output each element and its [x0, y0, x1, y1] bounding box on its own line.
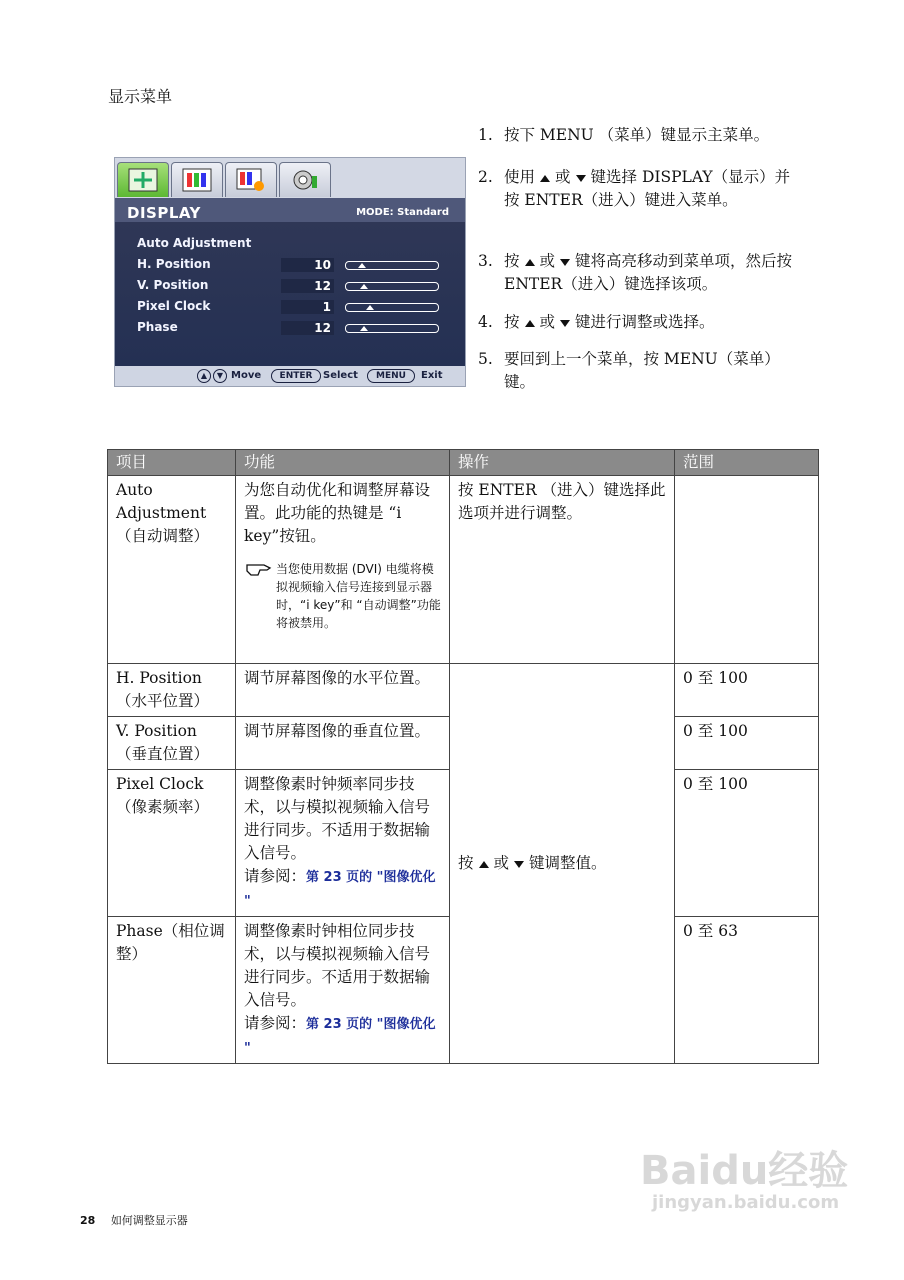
osd-footer-select: Select [323, 370, 358, 381]
cell-function [236, 917, 450, 1064]
osd-value-v-position: 12 [281, 279, 334, 293]
cross-reference-link[interactable]: 第 23 页的 "图像优化 " [244, 870, 436, 909]
settings-table [107, 449, 819, 1064]
step-number: 2. [478, 168, 493, 186]
step-text-post: 键选择 DISPLAY（显示）并按 ENTER（进入）键进入菜单。 [504, 168, 791, 209]
op-text-post: 键调整值。 [529, 854, 607, 872]
down-triangle-icon [560, 259, 570, 266]
osd-footer [115, 366, 465, 386]
osd-panel [115, 198, 465, 366]
table-header-operation: 操作 [450, 450, 675, 476]
osd-item-auto-adjustment[interactable]: Auto Adjustment [137, 236, 252, 250]
step-text-pre: 按 [504, 252, 520, 270]
osd-footer-exit: Exit [421, 370, 443, 381]
watermark-logo: Baidu经验 [640, 1148, 849, 1194]
note-text: 当您使用数据 (DVI) 电缆将模拟视频输入信号连接到显示器时，“i key”和 “自动调整”功能将被禁用。 [276, 562, 441, 630]
osd-menu [114, 157, 466, 387]
step-text: 要回到上一个菜单，按 MENU（菜单）键。 [504, 350, 780, 391]
step-text [504, 250, 804, 296]
watermark-url: jingyan.baidu.com [652, 1192, 840, 1213]
table-header-range: 范围 [675, 450, 819, 476]
page-number: 28 [80, 1214, 96, 1227]
cell-operation: 按 ENTER （进入）键选择此选项并进行调整。 [450, 476, 675, 664]
cell-item: V. Position（垂直位置） [108, 717, 236, 770]
enter-key-icon: ENTER [271, 369, 321, 383]
down-arrow-icon: ▼ [213, 369, 227, 383]
step-text-mid: 或 [555, 168, 571, 186]
osd-slider-h-position[interactable] [345, 261, 439, 270]
cell-function: 调节屏幕图像的水平位置。 [236, 664, 450, 717]
osd-value-phase: 12 [281, 321, 334, 335]
osd-tab-bar [115, 158, 465, 198]
function-text: 调整像素时钟频率同步技术，以与模拟视频输入信号进行同步。不适用于数据输入信号。 [244, 775, 431, 862]
baidu-watermark [640, 1150, 848, 1213]
up-triangle-icon [525, 320, 535, 327]
see-label: 请参阅： [244, 867, 307, 885]
up-triangle-icon [525, 259, 535, 266]
osd-slider-thumb[interactable] [366, 305, 374, 310]
osd-item-v-position[interactable]: V. Position [137, 278, 209, 292]
cell-item: Auto Adjustment（自动调整） [108, 476, 236, 664]
osd-item-h-position[interactable]: H. Position [137, 257, 211, 271]
osd-footer-move: Move [231, 370, 262, 381]
page-footer [80, 1212, 188, 1228]
osd-value-pixel-clock: 1 [281, 300, 334, 314]
table-header-item: 项目 [108, 450, 236, 476]
cell-function: 调节屏幕图像的垂直位置。 [236, 717, 450, 770]
step-text [504, 166, 804, 212]
table-row [108, 476, 819, 664]
cell-range: 0 至 100 [675, 770, 819, 917]
step-number: 5. [478, 350, 493, 368]
step-text-post: 键将高亮移动到菜单项，然后按 ENTER（进入）键选择该项。 [504, 252, 793, 293]
step-text-pre: 使用 [504, 168, 536, 186]
cell-function [236, 476, 450, 664]
table-header-function: 功能 [236, 450, 450, 476]
step-text: 按下 MENU （菜单）键显示主菜单。 [504, 126, 770, 144]
page-title: 显示菜单 [108, 87, 173, 106]
op-text-mid: 或 [493, 854, 510, 872]
step-text-mid: 或 [539, 313, 556, 331]
function-text: 调整像素时钟相位同步技术，以与模拟视频输入信号进行同步。不适用于数据输入信号。 [244, 922, 431, 1009]
step-text [504, 311, 804, 334]
osd-slider-pixel-clock[interactable] [345, 303, 439, 312]
osd-mode-label: MODE: Standard [356, 207, 449, 218]
cell-range: 0 至 100 [675, 664, 819, 717]
system-tab-icon[interactable] [279, 162, 331, 197]
osd-value-h-position: 10 [281, 258, 334, 272]
osd-slider-v-position[interactable] [345, 282, 439, 291]
step-text-pre: 按 [504, 313, 520, 331]
osd-heading: DISPLAY [127, 204, 201, 222]
down-triangle-icon [576, 175, 586, 182]
cell-item: Pixel Clock（像素频率） [108, 770, 236, 917]
cross-reference-link[interactable]: 第 23 页的 "图像优化 " [244, 1017, 436, 1056]
down-triangle-icon [560, 320, 570, 327]
cell-range: 0 至 63 [675, 917, 819, 1064]
step-text-mid: 或 [539, 252, 556, 270]
cell-range [675, 476, 819, 664]
picture-advanced-tab-icon[interactable] [225, 162, 277, 197]
op-text-pre: 按 [458, 854, 474, 872]
up-triangle-icon [540, 175, 550, 182]
up-triangle-icon [479, 861, 489, 868]
cell-item: Phase（相位调整） [108, 917, 236, 1064]
cell-operation-shared [450, 664, 675, 1064]
function-text: 为您自动优化和调整屏幕设置。此功能的热键是 “i key”按钮。 [244, 481, 431, 545]
osd-slider-phase[interactable] [345, 324, 439, 333]
osd-slider-thumb[interactable] [358, 263, 366, 268]
display-tab-icon[interactable] [117, 162, 169, 197]
picture-tab-icon[interactable] [171, 162, 223, 197]
osd-slider-thumb[interactable] [360, 326, 368, 331]
table-header-row [108, 450, 819, 476]
step-text-post: 键进行调整或选择。 [575, 313, 715, 331]
table-row [108, 664, 819, 717]
pointing-hand-icon [246, 562, 272, 581]
note-box [244, 560, 441, 632]
cell-range: 0 至 100 [675, 717, 819, 770]
step-number: 1. [478, 126, 493, 144]
cell-item: H. Position（水平位置） [108, 664, 236, 717]
up-arrow-icon: ▲ [197, 369, 211, 383]
osd-slider-thumb[interactable] [360, 284, 368, 289]
step-number: 4. [478, 313, 493, 331]
down-triangle-icon [514, 861, 524, 868]
step-number: 3. [478, 252, 493, 270]
osd-item-pixel-clock[interactable]: Pixel Clock [137, 299, 211, 313]
section-name: 如何调整显示器 [110, 1214, 188, 1227]
osd-item-phase[interactable]: Phase [137, 320, 178, 334]
cell-function [236, 770, 450, 917]
see-label: 请参阅： [244, 1014, 307, 1032]
menu-key-icon: MENU [367, 369, 415, 383]
